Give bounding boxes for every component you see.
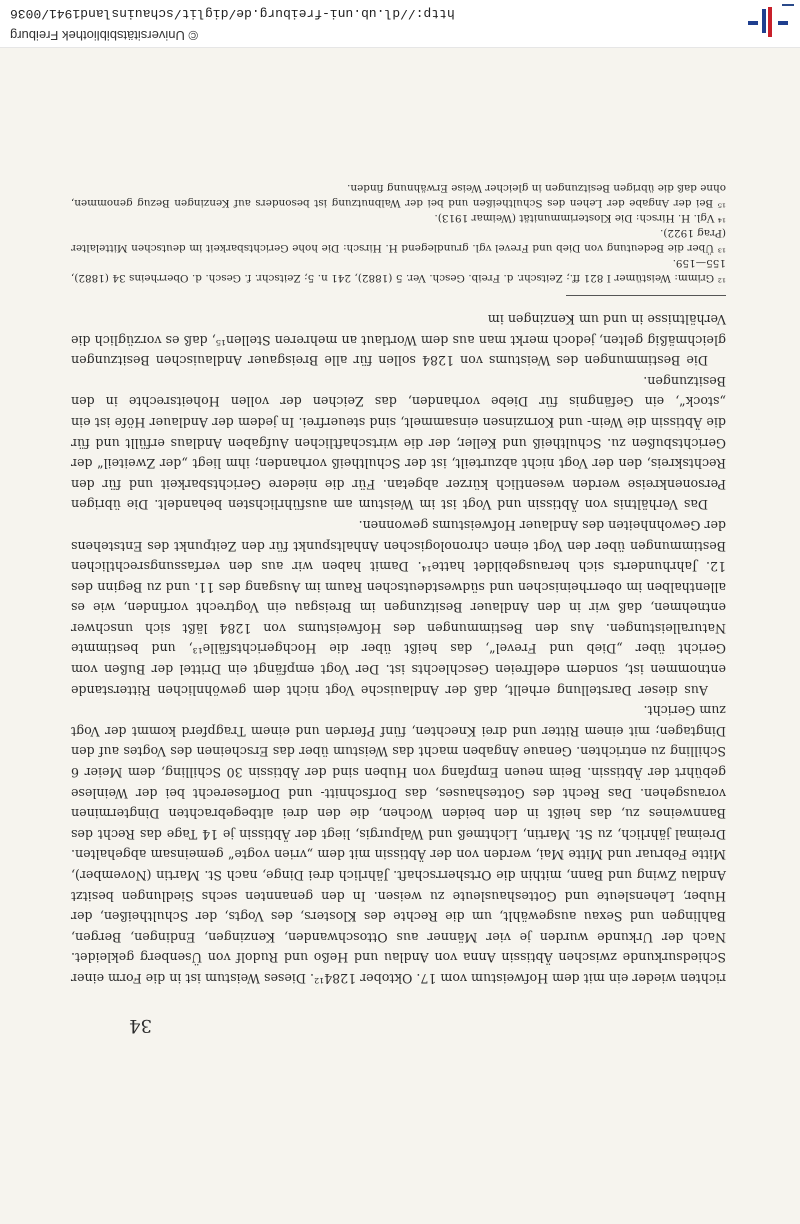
footnote-12: ¹² Grimm: Weistümer I 821 ff.; Zeitschr. d. Freib. Gesch. Ver. 5 (1882), 241 n. 5; Zeitschr. f. Gesch. d. Oberrheins 34 (1882), 155—159.: [71, 257, 726, 285]
corner-mark: [782, 4, 794, 12]
page-number: 34: [129, 1015, 152, 1036]
paragraph-4: Die Bestimmungen des Weistums von 1284 sollen für alle Breisgauer Andlauischen Besitzungen gleichmäßig gelten, jedoch merkt man aus dem Wortlaut an mehreren Stellen¹⁵, daß es vorzüglich die Verhältnisse in und um Kenzingen im: [71, 312, 726, 369]
footnote-14: ¹⁴ Vgl. H. Hirsch: Die Klosterimmunität (Weimar 1913).: [434, 212, 726, 225]
scanned-page: [0, 48, 800, 1224]
footnote-13: ¹³ Über die Bedeutung von Dieb und Frevel vgl. grundlegend H. Hirsch: Die hohe Gerichtsbarkeit im deutschen Mittelalter (Prag 1922).: [71, 227, 726, 255]
paragraph-1: richten wieder ein mit dem Hofweistum vom 17. Oktober 1284¹². Dieses Weistum ist in die Form einer Schiedsurkunde zwischen Äbtissin Anna von Andlau und Heßo und Rudolf von Üsenberg gekleidet. Nach der Urkunde wurden je vier Männer aus Ottoschwanden, Kenzingen, Endingen, Bergen, Bahlingen und Sexau ausgewählt, um die Rechte des Klosters, des Vogts, der Schultheißen, der Huber, Lehensleute und Gotteshausleute zu weisen. In den genannten sechs Siedlungen besitzt Andlau Zwing und Bann, mithin die Ortsherrschaft. Jährlich drei Dinge, nach St. Martin (November), Mitte Februar und Mitte Mai, werden von der Äbtissin mit dem „vrien vogte“ gemeinsam abgehalten. Dreimal jährlich, zu St. Martin, Lichtmeß und Walpurgis, liegt der Äbtissin je 14 Tage das Recht des Bannweines zu, das heißt in den beiden Wochen, die den drei altbegebrachten Dingterminen vorausgehen. Das Recht des Gotteshauses, das Dorfschnitt- und Dorfleserecht bei der Weinlese gebührt der Äbtissin. Beim neuen Empfang von Huben sind der Äbtissin 30 Schilling, dem Meier 6 Schilling zu entrichten. Genaue Angaben macht das Weistum über das Erscheinen des Vogtes auf den Dingtagen; mit einem Ritter und drei Knechten, fünf Pferden und einem Tragpferd kommt der Vogt zum Gericht.: [71, 703, 726, 986]
body-text: [71, 180, 726, 988]
paragraph-2: Aus dieser Darstellung erhellt, daß der Andlauische Vogt nicht dem gewöhnlichen Ritterstande entnommen ist, sondern edelfreien Geschlechts ist. Der Vogt empfängt ein Drittel der Bußen vom Gericht über „Dieb und Frevel“, das heißt über die Hochgerichtsfälle¹³, und bestimmte Naturalleistungen. Aus den Bestimmungen des Hofweistums von 1284 läßt sich unschwer entnehmen, daß wir in den Andlauer Besitzungen im Breisgau ein Vogtrecht vorfinden, wie es allenthalben im oberrheinischen und südwestdeutschen Raum im Ausgang des 11. und zu Beginn des 12. Jahrhunderts sich herausgebildet hatte¹⁴. Damit haben wir aus den verfassungsrechtlichen Bestimmungen über den Vogt einen chronologischen Anhaltspunkt für den Zeitpunkt des Entstehens der Gewohnheiten des Andlauer Hofweistums gewonnen.: [71, 517, 726, 698]
source-url-link[interactable]: http://dl.ub.uni-freiburg.de/diglit/schauinsland1941/0036: [10, 6, 455, 21]
footnote-15: ¹⁵ Bei der Angabe der Lehen des Schultheißen und bei der Walbnutzung ist besonders auf Kenzingen Bezug genommen, ohne daß die übrigen Besitzungen in gleicher Weise Erwähnung finden.: [71, 182, 726, 210]
viewer-header: [0, 0, 800, 48]
provider-credit: © Universitätsbibliothek Freiburg: [10, 28, 199, 43]
footnote-divider: [566, 295, 726, 296]
paragraph-3: Das Verhältnis von Äbtissin und Vogt ist im Weistum am ausführlichsten behandelt. Die übrigen Personenkreise werden wesentlich kürzer abgetan. Für die niedere Gerichtsbarkeit und für den Rechtskreis, den der Vogt nicht abzurteilt, ist der Schultheiß vorhanden; ihm liegt „der Zweiteil“ der Gerichtsbußen zu. Schultheiß und Keller, der die wirtschaftlichen Aufgaben Andlaus erfüllt und für die Äbtissin die Wein- und Kornzinsen einsammelt, sind steuerfrei. In jedem der Andlauer Höfe ist ein „stock“, ein Gefängnis für Diebe vorhanden, das Zeichen der vollen Hoheitsrechte in den Besitzungen.: [71, 373, 726, 513]
